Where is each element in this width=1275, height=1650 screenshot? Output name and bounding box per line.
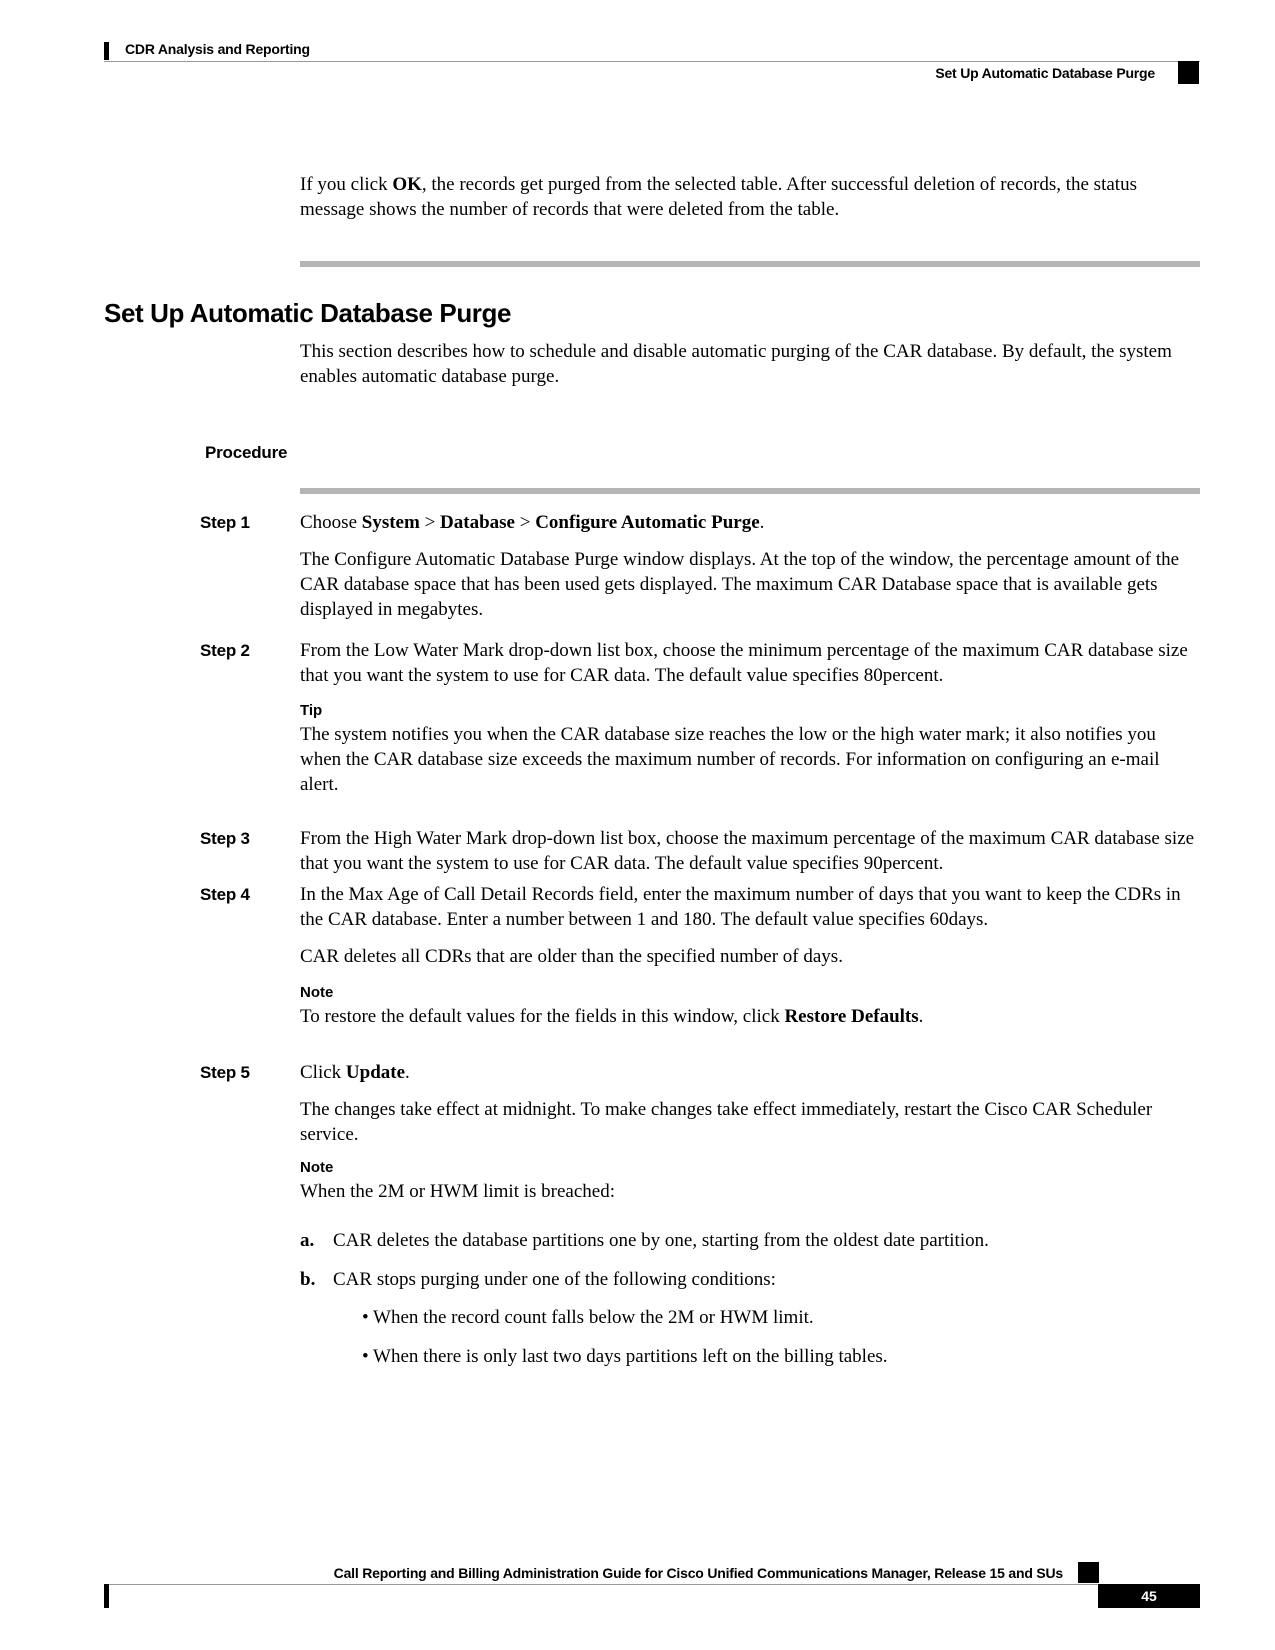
header-black-block bbox=[1178, 61, 1199, 84]
step-5-label: Step 5 bbox=[200, 1063, 250, 1082]
section-heading: Set Up Automatic Database Purge bbox=[104, 298, 512, 328]
footer-left-bar bbox=[104, 1584, 109, 1608]
note-text: To restore the default values for the fields in this window, click Restore Defaults. bbox=[300, 1006, 924, 1027]
footer-guide-title: Call Reporting and Billing Administration Guide for Cisco Unified Communications Manager, Release 15 and SUs bbox=[333, 1565, 1063, 1581]
footer-black-block bbox=[1078, 1562, 1099, 1583]
bullet-item: • When the record count falls below the 2M or HWM limit. bbox=[362, 1307, 814, 1328]
step-2-text: From the Low Water Mark drop-down list box, choose the minimum percentage of the maximum CAR database size that you want the system to use for CAR data. The default value specifies 80percent. bbox=[300, 640, 1188, 686]
note-text: When the 2M or HWM limit is breached: bbox=[300, 1181, 616, 1202]
restore-defaults-term: Restore Defaults bbox=[784, 1006, 919, 1027]
section-description: This section describes how to schedule and disable automatic purging of the CAR database. By default, the system enables automatic database purge. bbox=[300, 341, 1172, 387]
step-5-detail: The changes take effect at midnight. To make changes take effect immediately, restart the Cisco CAR Scheduler service. bbox=[300, 1099, 1153, 1145]
tip-text: The system notifies you when the CAR database size reaches the low or the high water mark; it also notifies you when the CAR database size exceeds the maximum number of records. For information on configuring an e-mail alert. bbox=[300, 724, 1160, 795]
note-label: Note bbox=[300, 984, 334, 1001]
step-4-text: In the Max Age of Call Detail Records field, enter the maximum number of days that you want to keep the CDRs in the CAR database. Enter a number between 1 and 180. The default value specifies 60days. bbox=[300, 884, 1181, 930]
section-divider bbox=[300, 261, 1200, 267]
list-item-b: CAR stops purging under one of the following conditions: bbox=[333, 1269, 776, 1290]
ok-term: OK bbox=[392, 174, 422, 195]
note-label: Note bbox=[300, 1159, 334, 1176]
header-section-title: Set Up Automatic Database Purge bbox=[935, 65, 1155, 81]
tip-label: Tip bbox=[300, 702, 323, 719]
page-number: 45 bbox=[1098, 1584, 1200, 1608]
procedure-label: Procedure bbox=[205, 443, 288, 462]
step-4-label: Step 4 bbox=[200, 885, 250, 904]
step-1-label: Step 1 bbox=[200, 513, 250, 532]
list-item-a: CAR deletes the database partitions one by one, starting from the oldest date partition. bbox=[333, 1230, 989, 1251]
step-3-text: From the High Water Mark drop-down list box, choose the maximum percentage of the maximum CAR database size that you want the system to use for CAR data. The default value specifies 90percent. bbox=[300, 828, 1195, 874]
footer-rule bbox=[104, 1584, 1200, 1585]
menu-system: System bbox=[361, 512, 420, 533]
step-5-text: Click Update. bbox=[300, 1062, 410, 1083]
header-chapter-bar bbox=[104, 42, 109, 60]
menu-database: Database bbox=[440, 512, 515, 533]
procedure-divider bbox=[300, 488, 1200, 494]
step-3-label: Step 3 bbox=[200, 829, 250, 848]
menu-configure-automatic-purge: Configure Automatic Purge bbox=[535, 512, 760, 533]
step-2-label: Step 2 bbox=[200, 641, 250, 660]
header-rule bbox=[104, 61, 1200, 62]
intro-paragraph: If you click OK, the records get purged from the selected table. After successful deletion of records, the status message shows the number of records that were deleted from the table. bbox=[300, 174, 1137, 220]
bullet-item: • When there is only last two days partitions left on the billing tables. bbox=[362, 1346, 888, 1367]
step-4-detail: CAR deletes all CDRs that are older than the specified number of days. bbox=[300, 946, 843, 967]
update-term: Update bbox=[345, 1062, 406, 1083]
list-marker-b: b. bbox=[300, 1269, 316, 1290]
step-1-detail: The Configure Automatic Database Purge window displays. At the top of the window, the percentage amount of the CAR database space that has been used gets displayed. The maximum CAR Database space that is available gets displayed in megabytes. bbox=[300, 549, 1180, 620]
step-1-text: Choose System > Database > Configure Automatic Purge. bbox=[300, 512, 765, 533]
list-marker-a: a. bbox=[300, 1230, 315, 1251]
header-chapter-title: CDR Analysis and Reporting bbox=[125, 41, 310, 57]
